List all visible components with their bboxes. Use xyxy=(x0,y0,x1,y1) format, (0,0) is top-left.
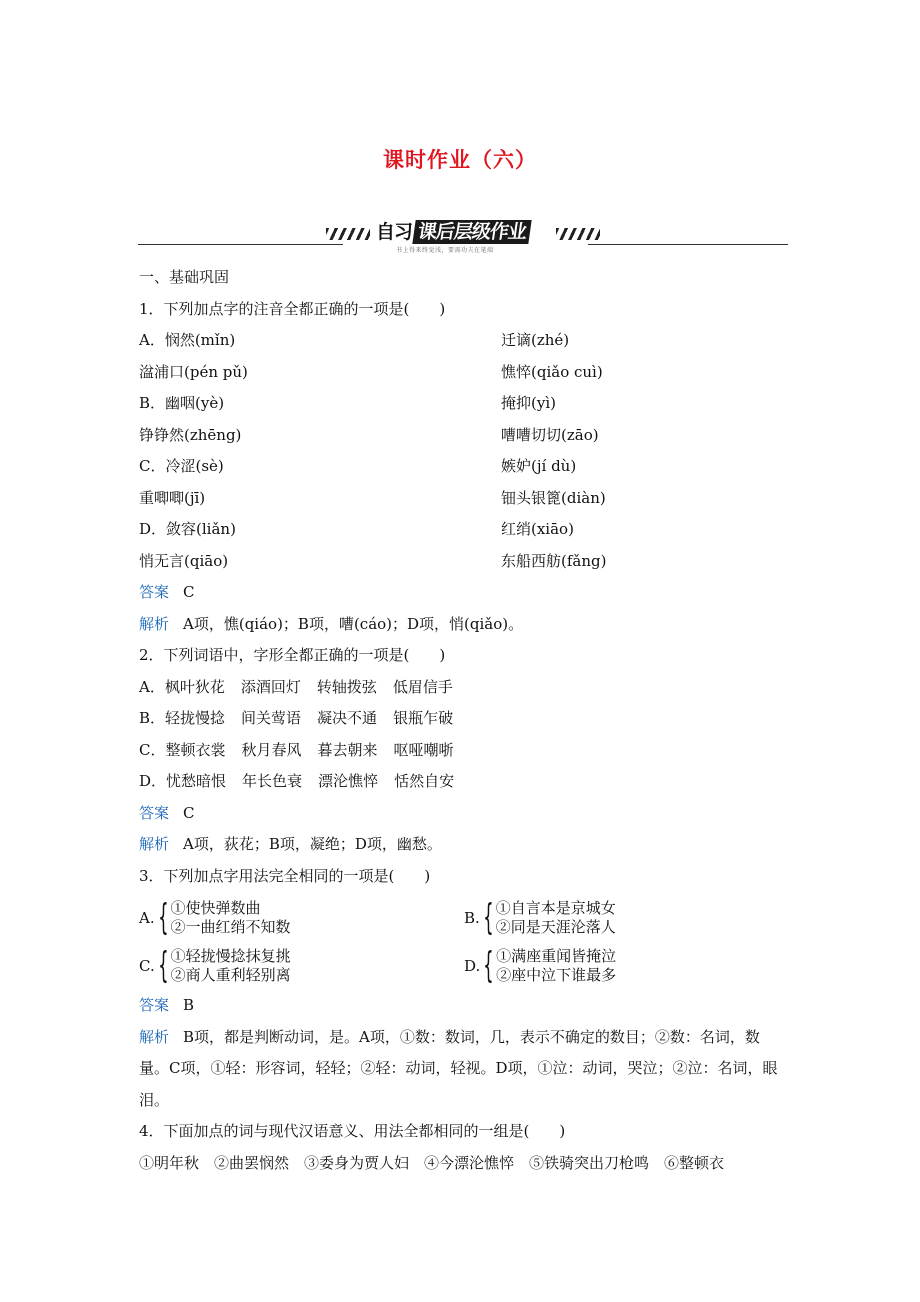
section-heading: 一、基础巩固 xyxy=(139,268,230,286)
section-banner xyxy=(138,218,788,258)
q2-word: 年长色衰 xyxy=(242,772,303,790)
q1-cell: A．悯然(mǐn) xyxy=(139,331,236,349)
answer-value: C xyxy=(183,803,195,822)
q1-cell: D．敛容(liǎn) xyxy=(139,520,236,538)
q2-option xyxy=(139,766,789,798)
q1-cell: 铮铮然(zhēng) xyxy=(139,425,242,444)
q1-cell: 嘈嘈切切(zāo) xyxy=(501,425,599,444)
q1-cell: 湓浦口(pén pǔ) xyxy=(139,362,248,381)
brace-icon: { xyxy=(157,897,169,938)
option-letter: D. xyxy=(464,957,481,975)
q2-word: 恬然自安 xyxy=(394,772,455,790)
q1-row xyxy=(139,483,789,515)
q1-cell: 悄无言(qiāo) xyxy=(139,551,229,570)
q1-cell: 东船西舫(fǎng) xyxy=(501,551,607,570)
q2-word: 凝决不通 xyxy=(317,709,378,727)
banner-slogan: 书上得来终觉浅，要需功夫在笔端 xyxy=(396,247,494,254)
q1-cell: 重唧唧(jī) xyxy=(139,488,206,507)
q1-row xyxy=(139,420,789,452)
q1-cell: 憔悴(qiǎo cuì) xyxy=(501,362,603,381)
option-line: ②同是天涯沦落人 xyxy=(495,918,616,936)
q1-analysis xyxy=(139,609,789,641)
option-line: ①自言本是京城女 xyxy=(495,899,616,917)
q2-word: 低眉信手 xyxy=(392,677,453,696)
brace-icon: { xyxy=(483,945,494,986)
question-3-stem: 3．下列加点字用法完全相同的一项是( ) xyxy=(139,866,431,885)
q3-option xyxy=(139,947,464,985)
analysis-text: B项，都是判断动词，是。A项，①数：数词，几，表示不确定的数目；②数：名词，数量。C项，①轻：形容词，轻轻；②轻：动词，轻视。D项，①泣：动词，哭泣；②泣：名词，眼泪。 xyxy=(139,1027,778,1109)
option-line: ①轻拢慢捻抹复挑 xyxy=(170,947,291,965)
q2-word: D．忧愁暗恨 xyxy=(139,772,227,790)
answer-value: B xyxy=(183,996,195,1014)
option-line: ②商人重利轻别离 xyxy=(170,966,291,984)
q2-option xyxy=(139,672,789,704)
q2-option xyxy=(139,735,789,767)
q2-word: 暮去朝来 xyxy=(317,740,378,759)
question-2-stem: 2．下列词语中，字形全都正确的一项是( ) xyxy=(139,646,446,664)
q1-cell: 钿头银篦(diàn) xyxy=(501,488,606,507)
document-body xyxy=(139,262,789,1179)
option-line: ①使快弹数曲 xyxy=(170,899,261,917)
analysis-label: 解析 xyxy=(139,1027,170,1046)
answer-label: 答案 xyxy=(139,583,170,601)
q2-word: 银瓶乍破 xyxy=(393,709,454,727)
brace-icon: { xyxy=(158,945,169,986)
q3-option xyxy=(464,899,789,937)
page-title: 课时作业（六） xyxy=(383,147,537,172)
answer-value: C xyxy=(183,583,195,601)
banner-stripes-right xyxy=(556,228,600,240)
q4-items: ①明年秋 ②曲罢悯然 ③委身为贾人妇 ④今漂沦憔悴 ⑤铁骑突出刀枪鸣 ⑥整顿衣 xyxy=(139,1153,725,1172)
option-letter: B. xyxy=(464,909,480,927)
q3-option-row xyxy=(139,896,789,940)
q1-answer xyxy=(139,577,789,609)
q2-word: 漂沦憔悴 xyxy=(318,772,379,790)
banner-badge xyxy=(374,220,530,244)
brace-icon: { xyxy=(483,897,494,938)
option-line: ②一曲红绡不知数 xyxy=(170,918,291,936)
option-letter: C. xyxy=(139,957,155,975)
banner-part1: 自习 xyxy=(376,221,413,243)
q3-option-row xyxy=(139,944,789,988)
answer-label: 答案 xyxy=(139,996,170,1014)
answer-label: 答案 xyxy=(139,803,170,822)
banner-rule-right xyxy=(588,244,788,245)
q1-row xyxy=(139,357,789,389)
analysis-text: A项，憔(qiáo)；B项，嘈(cáo)；D项，悄(qiǎo)。 xyxy=(183,614,524,633)
q1-cell: 掩抑(yì) xyxy=(501,394,556,412)
q1-row xyxy=(139,388,789,420)
q1-cell: C．冷涩(sè) xyxy=(139,457,224,475)
q3-option xyxy=(139,899,464,937)
q2-word: 呕哑嘲哳 xyxy=(393,740,454,759)
q3-option xyxy=(464,947,789,985)
q1-cell: B．幽咽(yè) xyxy=(139,394,225,412)
option-line: ②座中泣下谁最多 xyxy=(496,966,617,984)
q2-word: A．枫叶狄花 xyxy=(139,677,225,696)
q1-row xyxy=(139,514,789,546)
banner-rule-left xyxy=(138,244,343,245)
option-letter: A. xyxy=(139,909,155,927)
banner-part2: 课后层级作业 xyxy=(412,220,531,244)
q2-word: C．整顿衣裳 xyxy=(139,740,226,759)
q2-word: 秋月春风 xyxy=(241,740,302,759)
analysis-text: A项，荻花；B项，凝绝；D项，幽愁。 xyxy=(183,835,442,853)
q1-row xyxy=(139,325,789,357)
question-4-stem: 4．下面加点的词与现代汉语意义、用法全都相同的一组是( ) xyxy=(139,1122,566,1140)
analysis-label: 解析 xyxy=(139,614,170,633)
q2-word: 间关莺语 xyxy=(241,709,302,727)
q1-cell: 红绡(xiāo) xyxy=(501,520,574,538)
q1-cell: 嫉妒(jí dù) xyxy=(501,457,577,475)
q2-word: 转轴拨弦 xyxy=(316,677,377,696)
q3-analysis xyxy=(139,1022,789,1117)
q2-analysis xyxy=(139,829,789,861)
analysis-label: 解析 xyxy=(139,835,170,853)
banner-stripes-left xyxy=(326,228,370,240)
q1-row xyxy=(139,451,789,483)
q2-answer xyxy=(139,798,789,830)
q2-word: B．轻拢慢捻 xyxy=(139,709,226,727)
option-line: ①满座重闻皆掩泣 xyxy=(496,947,617,965)
q3-answer xyxy=(139,990,789,1022)
q2-option xyxy=(139,703,789,735)
q1-row xyxy=(139,546,789,578)
q2-word: 添酒回灯 xyxy=(240,677,301,696)
question-1-stem: 1．下列加点字的注音全都正确的一项是( ) xyxy=(139,299,446,318)
q1-cell: 迁谪(zhé) xyxy=(501,331,570,349)
